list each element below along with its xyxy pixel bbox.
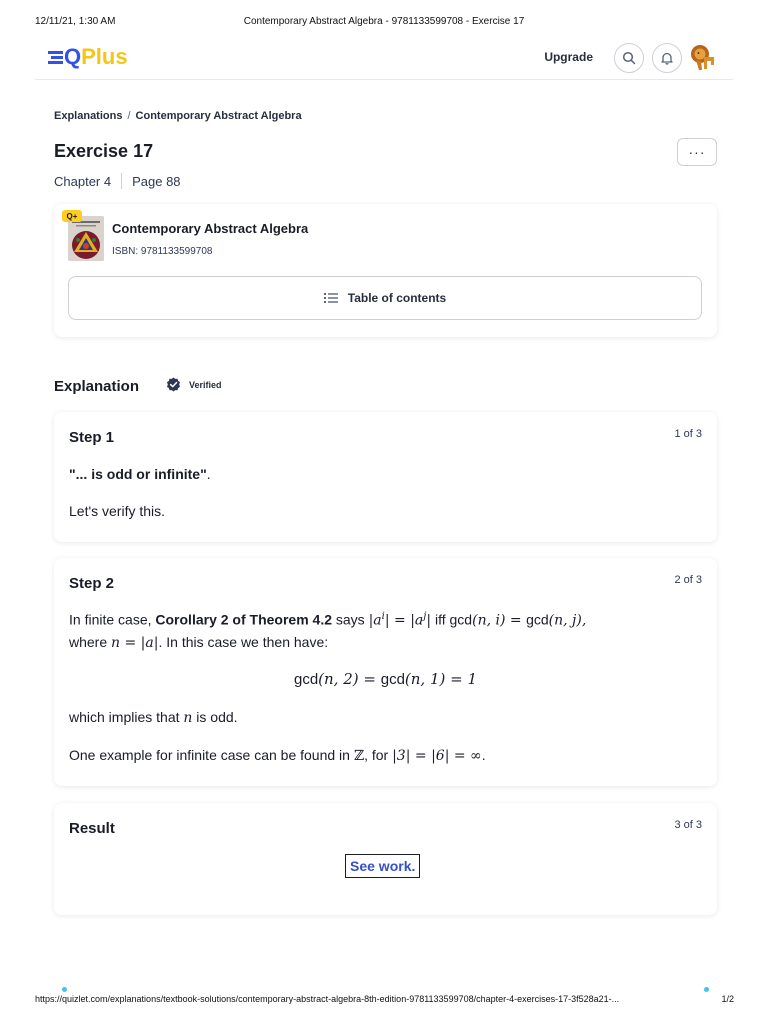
text-run: is odd. (192, 709, 238, 725)
notifications-button[interactable] (652, 43, 682, 73)
text-run: which implies that (69, 709, 184, 725)
math-run: (n, i) = (472, 612, 527, 629)
text-run: gcd (293, 671, 319, 688)
text-run: iff gcd (431, 611, 473, 628)
corollary-reference: Corollary 2 of Theorem 4.2 (155, 611, 332, 628)
step-2-line-1 (69, 611, 586, 629)
top-navigation-bar (35, 38, 733, 80)
qplus-badge: Q+ (62, 210, 82, 222)
footer-dot-right (704, 987, 709, 992)
verified-badge-icon (166, 377, 181, 392)
step-1-quote (69, 466, 211, 482)
step-2-line-3 (69, 709, 238, 726)
text-run: One example for infinite case can be found in (69, 747, 354, 763)
math-run: | = |a (384, 612, 424, 629)
math-run: n (183, 710, 193, 726)
search-icon (622, 51, 636, 65)
math-run: (n, 2) = (318, 670, 381, 688)
chapter-label: Chapter 4 (54, 173, 112, 189)
see-work-result: See work. (345, 854, 420, 878)
meta-divider (121, 173, 122, 189)
text-run: says (332, 611, 369, 628)
breadcrumb-separator: / (127, 110, 131, 122)
footer-page-number: 1/2 (721, 994, 734, 1004)
page-title: Exercise 17 (54, 141, 154, 161)
footer-url: https://quizlet.com/explanations/textbook-solutions/contemporary-abstract-algebra-8th-edition-9781133599708/chapter-4-exercises-17-3f528a21-... (35, 994, 620, 1004)
toc-label: Table of contents (347, 291, 447, 305)
math-run: | (426, 612, 432, 629)
quizlet-plus-logo[interactable] (48, 44, 128, 70)
bell-icon (660, 51, 674, 65)
text-run: where (69, 634, 112, 650)
text-run: , for (364, 747, 393, 763)
step-1-counter: 1 of 3 (674, 428, 702, 440)
text-run: gcd (380, 671, 405, 688)
print-title: Contemporary Abstract Algebra - 9781133599708 - Exercise 17 (243, 16, 525, 27)
logo-plus: Plus (81, 44, 128, 69)
step-1-card (54, 412, 717, 542)
list-icon (324, 293, 338, 303)
explanation-heading: Explanation (54, 378, 140, 395)
print-date: 12/11/21, 1:30 AM (35, 16, 116, 27)
step-1-quote-end: . (206, 466, 211, 482)
math-run: n = |a| (111, 635, 159, 651)
table-of-contents-button[interactable] (68, 276, 702, 320)
lion-avatar-icon (690, 43, 716, 71)
exercise-meta (54, 173, 181, 189)
math-run: |3| = |6| = ∞ (392, 748, 482, 764)
textbook-card (54, 204, 717, 337)
upgrade-link[interactable]: Upgrade (544, 50, 593, 64)
breadcrumb-book[interactable]: Contemporary Abstract Algebra (135, 110, 302, 122)
step-1-text: Let's verify this. (69, 503, 166, 519)
profile-avatar[interactable] (690, 43, 716, 71)
step-2-line-4 (69, 747, 486, 764)
step-2-formula (54, 670, 717, 688)
step-2-line-2 (69, 634, 328, 651)
text-run: . (481, 747, 486, 763)
breadcrumb-explanations[interactable]: Explanations (54, 110, 123, 122)
result-card (54, 803, 717, 915)
footer-dot-left (62, 987, 67, 992)
verified-label: Verified (189, 380, 222, 390)
step-1-quote-text: "... is odd or infinite" (69, 466, 207, 482)
logo-mark-icon (48, 50, 64, 65)
math-superscript: j (423, 611, 427, 622)
step-2-card (54, 558, 717, 786)
text-run: . In this case we then have: (158, 634, 329, 650)
more-dots-icon: ··· (688, 144, 706, 160)
print-header (0, 16, 768, 30)
math-run: (n, 1) = 1 (404, 670, 478, 688)
search-button[interactable] (614, 43, 644, 73)
math-superscript: i (381, 611, 385, 622)
step-2-counter: 2 of 3 (674, 574, 702, 586)
book-isbn: ISBN: 9781133599708 (112, 246, 213, 257)
book-title[interactable]: Contemporary Abstract Algebra (112, 221, 309, 236)
more-options-button[interactable] (677, 138, 717, 166)
step-2-title: Step 2 (69, 575, 115, 592)
logo-q: Q (64, 44, 82, 69)
result-counter: 3 of 3 (674, 819, 702, 831)
result-title: Result (69, 820, 115, 837)
math-run: (n, j), (548, 612, 587, 629)
text-run: gcd (526, 611, 549, 628)
step-1-title: Step 1 (69, 429, 115, 446)
page-label: Page 88 (132, 173, 181, 189)
book-cover-image[interactable] (68, 216, 104, 261)
book-cover-art-icon (68, 216, 104, 261)
math-run: |a (368, 612, 382, 629)
text-run: In finite case, (69, 611, 156, 628)
breadcrumb (54, 110, 302, 122)
integers-symbol: ℤ (353, 748, 365, 764)
